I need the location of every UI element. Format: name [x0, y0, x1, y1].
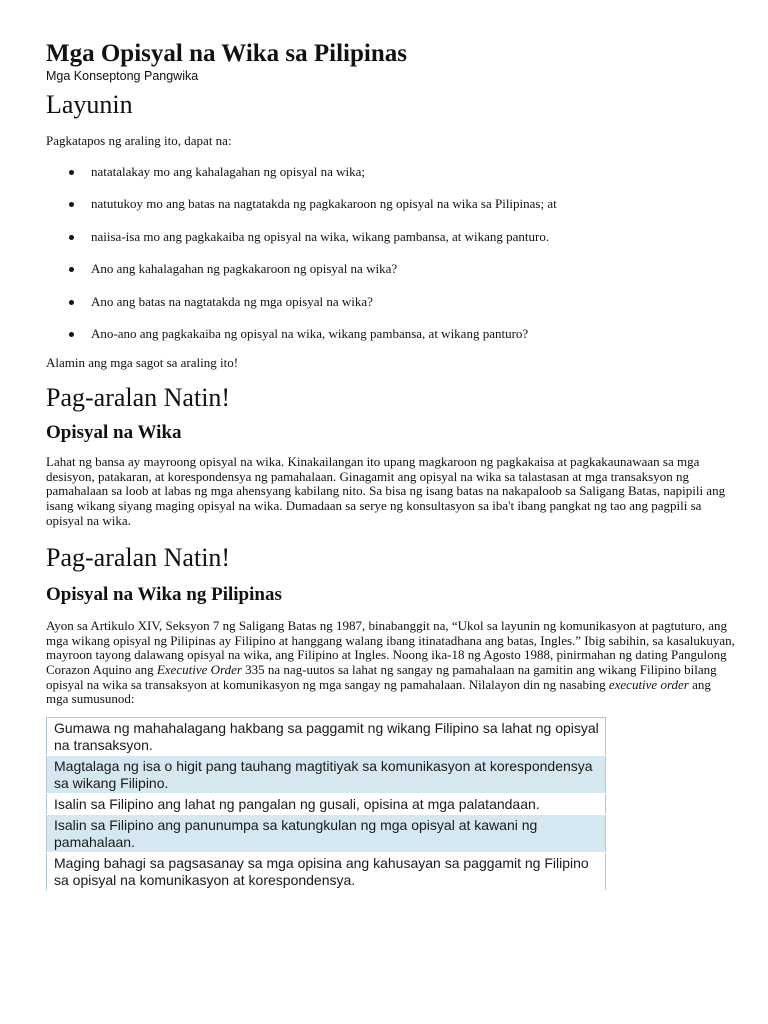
layunin-heading: Layunin: [46, 90, 133, 119]
list-item: Ano ang batas na nagtatakda ng mga opisyal na wika?: [46, 294, 736, 327]
list-item: Ano-ano ang pagkakaiba ng opisyal na wika, wikang pambansa, at wikang panturo?: [46, 326, 736, 359]
list-item: Ano ang kahalagahan ng pagkakaroon ng opisyal na wika?: [46, 261, 736, 294]
document-page: [46, 40, 736, 891]
section2-subheading: Opisyal na Wika ng Pilipinas: [46, 584, 282, 606]
bullet-icon: [69, 170, 74, 175]
directives-table: [46, 717, 606, 891]
list-item: natatalakay mo ang kahalagahan ng opisyal na wika;: [46, 164, 736, 197]
section2-heading: Pag-aralan Natin!: [46, 543, 231, 573]
bullet-icon: [69, 267, 74, 272]
bullet-icon: [69, 300, 74, 305]
section1-subheading: Opisyal na Wika: [46, 422, 182, 444]
bullet-icon: [69, 235, 74, 240]
section2-paragraph: Ayon sa Artikulo XIV, Seksyon 7 ng Saligang Batas ng 1987, binabanggit na, “Ukol sa layunin ng komunikasyon at pagtuturo, ang mga wikang opisyal ng Pilipinas ay Filipino at hanggang walang ibang itinatadhana ang batas, Ingles.” Ibig sabihin, sa kasalukuyan, mayroon tayong dalawang opisyal na wika, ang Filipino at Ingles. Noong ika-18 ng Agosto 1988, pinirmahan ng dating Pangulong Corazon Aquino ang Executive Order 335 na nag-uutos sa lahat ng sangay ng pamahalaan na gamitin ang wikang Filipino bilang opisyal na wika sa transaksyon at komunikasyon ng mga sangay ng pamahalaan. Nilalayon din ng nasabing executive order ang mga sumusunod:: [46, 618, 735, 707]
list-item: naiisa-isa mo ang pagkakaiba ng opisyal na wika, wikang pambansa, at wikang panturo.: [46, 229, 736, 262]
section1-heading: Pag-aralan Natin!: [46, 383, 231, 413]
table-row: Isalin sa Filipino ang panunumpa sa katungkulan ng mga opisyal at kawani ng pamahalaan.: [47, 814, 606, 852]
executive-order-term: executive order: [608, 676, 689, 692]
list-item: natutukoy mo ang batas na nagtatakda ng pagkakaroon ng opisyal na wika sa Pilipinas; at: [46, 196, 736, 229]
section1-paragraph: Lahat ng bansa ay mayroong opisyal na wika. Kinakailangan ito upang magkaroon ng pagkakaisa at pagkakaunawaan sa mga desisyon, patakaran, at korespondensya ng pamahalaan. Ginagamit ang opisyal na wika sa talastasan at mga transaksyon ng pamahalaan sa loob at labas ng mga ahensyang kabilang nito. Sa bisa ng isang batas na nakapaloob sa Saligang Batas, napipili ang isang wikang siyang maging opisyal na wika. Dumadaan sa serye ng konsultasyon sa iba't ibang pangkat ng tao ang pagpili sa opisyal na wika.: [46, 454, 726, 528]
document-title: Mga Opisyal na Wika sa Pilipinas: [46, 40, 407, 67]
table-row: Maging bahagi sa pagsasanay sa mga opisina ang kahusayan sa paggamit ng Filipino sa opisyal na komunikasyon at korespondensya.: [47, 852, 606, 890]
layunin-intro: Pagkatapos ng araling ito, dapat na:: [46, 133, 232, 148]
bullet-icon: [69, 332, 74, 337]
executive-order-term: Executive Order: [156, 661, 242, 677]
table-row: Isalin sa Filipino ang lahat ng pangalan ng gusali, opisina at mga palatandaan.: [47, 793, 606, 814]
bullet-icon: [69, 202, 74, 207]
table-row: Magtalaga ng isa o higit pang tauhang magtitiyak sa komunikasyon at korespondensya sa wikang Filipino.: [47, 755, 606, 793]
document-subtitle: Mga Konseptong Pangwika: [46, 69, 199, 83]
table-row: Gumawa ng mahahalagang hakbang sa paggamit ng wikang Filipino sa lahat ng opisyal na transaksyon.: [47, 717, 606, 755]
objectives-list: [46, 164, 736, 359]
layunin-closing: Alamin ang mga sagot sa araling ito!: [46, 354, 239, 370]
